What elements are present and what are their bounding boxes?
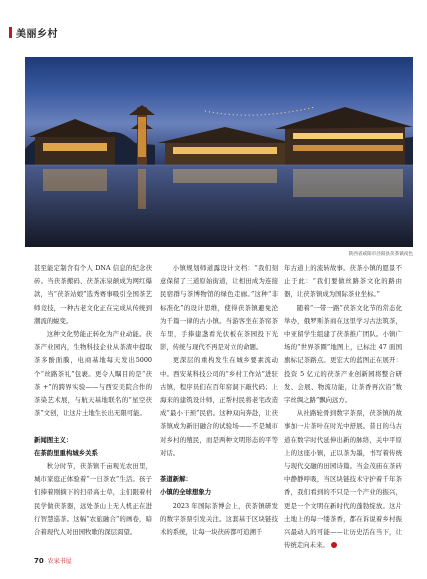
article-column-2 bbox=[160, 262, 278, 539]
article-paragraph: 甚至能定制含有个人 DNA 信息的纪念茯砖。当茯茶搬码、茯茶冻泉颠成为网红爆款，当“茯茶站娘”选秀赛事吸引全国茶艺师竞技，一种古老文化正在完成从传统到潮流的蜕变。 bbox=[34, 264, 152, 325]
section-title: 美丽乡村 bbox=[16, 28, 58, 40]
section-heading: 茶道新解： bbox=[160, 475, 192, 484]
article-paragraph: 秋分时节，茯茶镇千亩观光农田里，城市家庭正体验着“一日茶农”生活。孩子们捧着刚摘下的扫帚高士草，主们跟着村民学做茯茶器，远处茶山上无人机正在进行智慧巡茶。这幅“农旅融合”的画卷，暗合着现代人对田园牧歌的深层渴望。 bbox=[34, 462, 152, 537]
article-paragraph: 年古道上的流转故事。茯茶小镇的愿景不止于此：“我们要做丝路茶文化的路由器，让茯茶镇成为国际茶业坐标。” bbox=[284, 264, 402, 299]
page-footer bbox=[34, 556, 72, 565]
section-header bbox=[9, 25, 58, 39]
section-heading: 新闻图主义： bbox=[34, 435, 73, 444]
article-paragraph: 更深层的重构发生在城乡要素流动中。西安某科技公司的“乡村工作站”进驻古镇，程序员们在百年窑洞下敲代码；上海来的建筑设计师，正帮村民将老宅改造成“最小干预”民宿。这种双向奔赴，让茯茶镇成为新旧融合的试验场——不是城市对乡村的殖民，而是两种文明形态的平等对话。 bbox=[160, 356, 278, 457]
night-scene-photo bbox=[25, 57, 413, 247]
article-paragraph bbox=[284, 407, 402, 552]
article-paragraph: 随着“一带一路”茯茶文化节的常态化举办，俄罗斯茶商在这里学习古法筑茶，中亚留学生组建了茯茶推广团队。小镇广场的“世界茶圈”地图上，已标注 47 面国旗标记茶路点。更宏大的蓝图正在展开：投资 5 亿元的茯茶产业创新园将整合研发、会展、物流功能，让茶香再次沿“数字丝绸之路”飘向远方。 bbox=[284, 303, 402, 405]
article-paragraph: 2023 年国际茶博会上，茯茶镇研发的数字茶票引发关注。这套基于区块链技术的系统，让每一块茯砖都可追溯千 bbox=[160, 501, 278, 537]
article-paragraph: 小镇规划师道露设计文档：“我们刻意保留了三道原始街道，让相田成为连接民宿群与茶博物馆的绿色走廊。”这种“非标准化”的设计思维，使得茯茶镇避免沦为千篇一律的古小镇。当游客坐在茶窑茶车里，手捧建盏看光伏板在茶园投下光影，传统与现代不再是对立的命题。 bbox=[160, 264, 278, 352]
article-column-3 bbox=[284, 262, 402, 552]
article-end-mark bbox=[331, 542, 337, 548]
publication-name: 农家书屋 bbox=[47, 558, 72, 565]
page-number: 70 bbox=[34, 556, 44, 565]
article-paragraph: 这种文化势能正转化为产业动能。茯茶产业园内，生物科技企业从茶渣中提取茶多酚面膜，电商基地每天发出5000 个“丝路茶礼”包裹。更令人瞩目的是“茯茶 +”的跨界实验——与西安美院合作的茶染艺术展，与航天基地联名的“星空茯茶”文创，让这片土地生长出无限可能。 bbox=[34, 330, 152, 418]
article-column-1 bbox=[34, 262, 152, 539]
article-paragraph-text: 从社路轮骨到数字茶票，茯茶镇的故事加一片茶叶在时光中舒展。昔日的马古道在数字时代延伸出新的脉络，关中平原上的这座小镇，正以茶为墨，书写着传统与现代交融的田园诗篇。当金茂庙在茶砖中静静呼吸，当区块链技术守护着千年茶香，我们看到的不只是一个产业的振兴，更是一个文明在新时代的蓬勃绽放。这片土地上的每一缕茶香，都在诉说着乡村振兴最动人的可能——让历史活在当下，让传统走向未来。 bbox=[284, 409, 402, 550]
section-subheading: 在茶韵里重构城乡关系 bbox=[34, 448, 98, 457]
section-accent-bar bbox=[9, 27, 12, 38]
photo-caption: 陕西省咸阳市泾阳县茯茶镇夜色 bbox=[348, 252, 413, 257]
section-subheading: 小镇的全球想象力 bbox=[160, 488, 212, 497]
photo-illustration bbox=[25, 57, 413, 247]
